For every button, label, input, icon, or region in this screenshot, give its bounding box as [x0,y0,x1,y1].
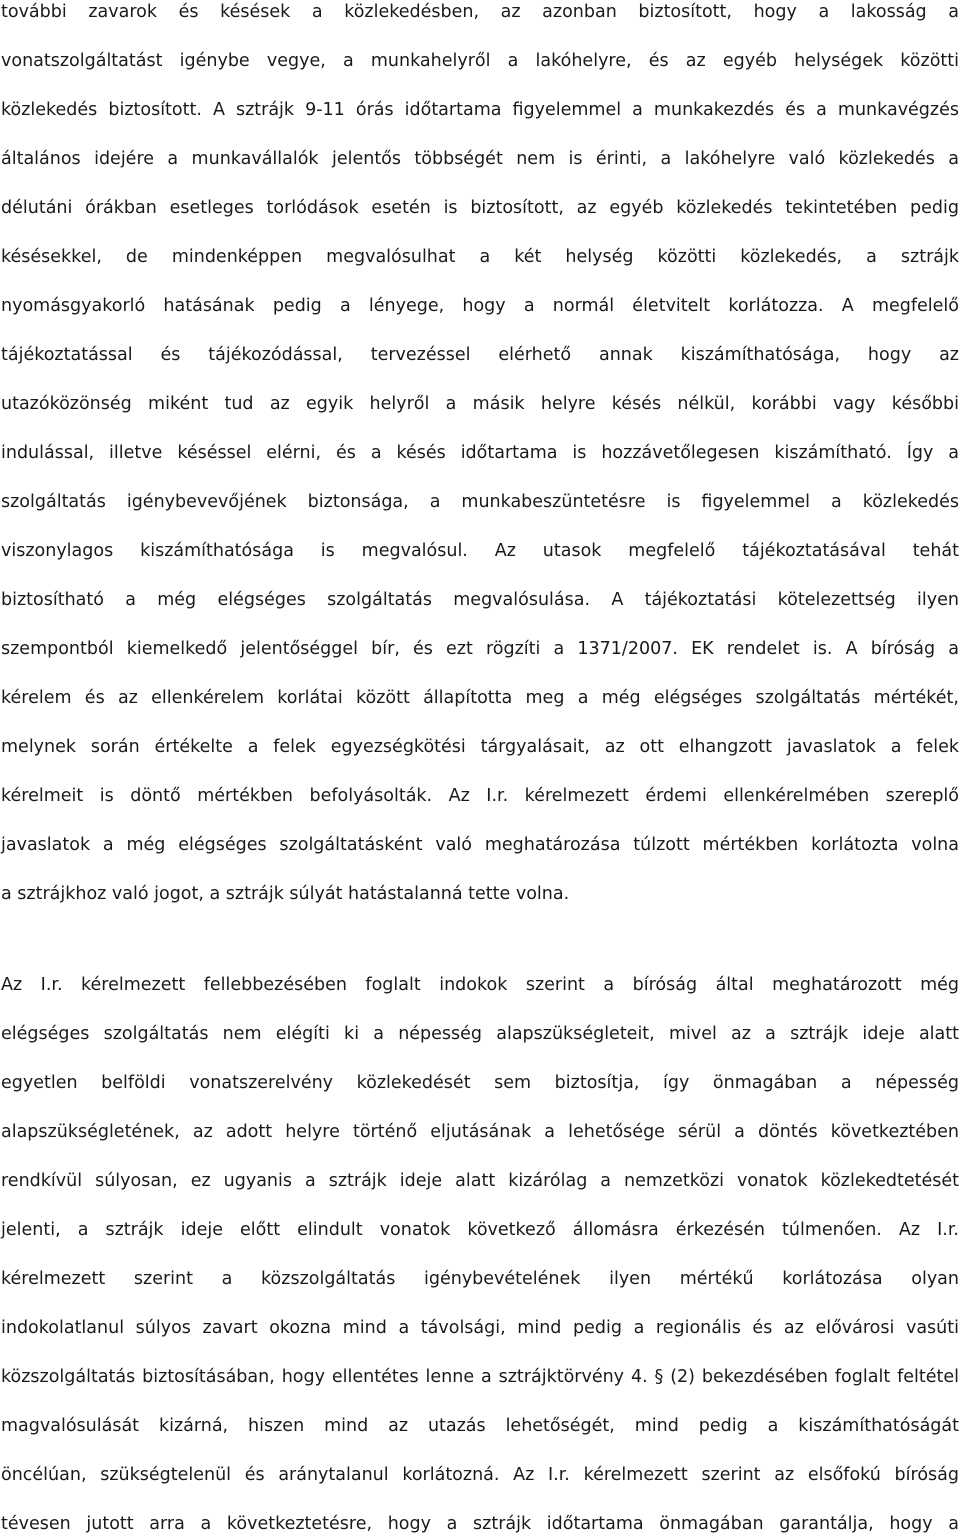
text-line: délutáni órákban esetleges torlódások esetén is biztosított, az egyéb közlekedés tekintetében pedig [1,198,959,218]
text-line: öncélúan, szükségtelenül és aránytalanul korlátozná. Az I.r. kérelmezett szerint az elsőfokú bíróság [1,1465,959,1485]
text-line: nyomásgyakorló hatásának pedig a lényege, hogy a normál életvitelt korlátozza. A megfelelő [1,296,959,316]
text-line: javaslatok a még elégséges szolgáltatásként való meghatározása túlzott mértékben korlátozta volna [1,835,959,855]
text-line: tévesen jutott arra a következtetésre, hogy a sztrájk időtartama önmagában garantálja, hogy a [1,1514,959,1534]
text-line: magvalósulását kizárná, hiszen mind az utazás lehetőségét, mind pedig a kiszámíthatóságát [1,1416,959,1436]
text-line: utazóközönség miként tud az egyik helyről a másik helyre késés nélkül, korábbi vagy későbbi [1,394,959,414]
text-line: biztosítható a még elégséges szolgáltatás megvalósulása. A tájékoztatási kötelezettség ilyen [1,590,959,610]
text-line: általános idejére a munkavállalók jelentős többségét nem is érinti, a lakóhelyre való közlekedés a [1,149,959,169]
text-line: közlekedés biztosított. A sztrájk 9-11 órás időtartama figyelemmel a munkakezdés és a munkavégzés [1,100,959,120]
text-line: Az I.r. kérelmezett fellebbezésében foglalt indokok szerint a bíróság által meghatározott még [1,975,959,995]
text-line: egyetlen belföldi vonatszerelvény közlekedését sem biztosítja, így önmagában a népesség [1,1073,959,1093]
text-line: indulással, illetve késéssel elérni, és a késés időtartama is hozzávetőlegesen kiszámítható. Így a [1,443,959,463]
text-line: indokolatlanul súlyos zavart okozna mind a távolsági, mind pedig a regionális és az elővárosi vasúti [1,1318,959,1338]
text-line: további zavarok és késések a közlekedésben, az azonban biztosított, hogy a lakosság a [1,2,959,22]
text-line: alapszükségletének, az adott helyre történő eljutásának a lehetősége sérül a döntés következtében [1,1122,959,1142]
text-line: kérelmezett szerint a közszolgáltatás igénybevételének ilyen mértékű korlátozása olyan [1,1269,959,1289]
text-line: melynek során értékelte a felek egyezségkötési tárgyalásait, az ott elhangzott javaslatok a felek [1,737,959,757]
text-line: szempontból kiemelkedő jelentőséggel bír, és ezt rögzíti a 1371/2007. EK rendelet is. A bíróság a [1,639,959,659]
text-line: közszolgáltatás biztosításában, hogy ellentétes lenne a sztrájktörvény 4. § (2) bekezdésében foglalt feltétel [1,1367,959,1387]
text-line: vonatszolgáltatást igénybe vegye, a munkahelyről a lakóhelyre, és az egyéb helységek közötti [1,51,959,71]
text-line: jelenti, a sztrájk ideje előtt elindult vonatok következő állomásra érkezésén túlmenően. Az I.r. [1,1220,959,1240]
text-line: késésekkel, de mindenképpen megvalósulhat a két helység közötti közlekedés, a sztrájk [1,247,959,267]
text-line: kérelem és az ellenkérelem korlátai között állapította meg a még elégséges szolgáltatás mértékét, [1,688,959,708]
text-line: viszonylagos kiszámíthatósága is megvalósul. Az utasok megfelelő tájékoztatásával tehát [1,541,959,561]
text-line: kérelmeit is döntő mértékben befolyásolták. Az I.r. kérelmezett érdemi ellenkérelmében szereplő [1,786,959,806]
text-line: a sztrájkhoz való jogot, a sztrájk súlyát hatástalanná tette volna. [1,884,570,904]
text-line: rendkívül súlyosan, ez ugyanis a sztrájk ideje alatt kizárólag a nemzetközi vonatok közlekedtetését [1,1171,959,1191]
text-line: tájékoztatással és tájékozódással, tervezéssel elérhető annak kiszámíthatósága, hogy az [1,345,959,365]
text-line: szolgáltatás igénybevevőjének biztonsága, a munkabeszüntetésre is figyelemmel a közlekedés [1,492,959,512]
text-line: elégséges szolgáltatás nem elégíti ki a népesség alapszükségleteit, mivel az a sztrájk ideje alatt [1,1024,959,1044]
